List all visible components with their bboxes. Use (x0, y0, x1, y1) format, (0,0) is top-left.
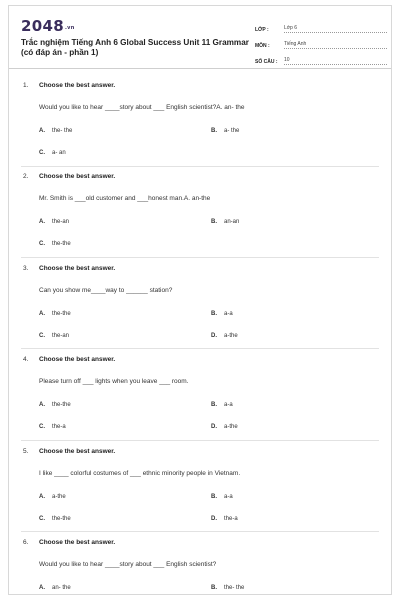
question-instruction: Choose the best answer. (39, 265, 116, 272)
question-6 (21, 539, 383, 595)
question-1 (21, 82, 383, 162)
question-instruction: Choose the best answer. (39, 82, 116, 89)
option-a[interactable]: A. the-an (39, 219, 70, 225)
option-b[interactable]: B. a-a (211, 494, 233, 500)
document-title-line2: (có đáp án - phần 1) (21, 48, 99, 57)
meta-subject (255, 35, 387, 49)
question-divider (21, 166, 379, 167)
site-logo[interactable]: $2048^{.vn}$ (21, 17, 75, 35)
question-divider (21, 348, 379, 349)
question-3 (21, 265, 383, 345)
document-meta (255, 19, 387, 67)
meta-subject-label: MÔN : (255, 43, 270, 49)
question-number: 6. (23, 539, 29, 546)
question-number: 1. (23, 82, 29, 89)
question-text: Mr. Smith is ___old customer and ___honest man.A. an-the (39, 195, 211, 202)
option-b[interactable]: B. the- the (211, 585, 245, 591)
option-a[interactable]: A. the-the (39, 311, 71, 317)
option-c[interactable]: C. the-the (39, 516, 71, 522)
meta-class-value: Lớp 6 (284, 25, 387, 33)
meta-subject-value: Tiếng Anh (284, 41, 387, 49)
option-d[interactable]: D. a-the (211, 424, 238, 430)
document-header (9, 6, 391, 69)
question-instruction: Choose the best answer. (39, 173, 116, 180)
meta-count (255, 51, 387, 65)
meta-count-value: 10 (284, 57, 387, 65)
option-c[interactable]: C. the-the (39, 241, 71, 247)
document-title-line1: Trắc nghiệm Tiếng Anh 6 Global Success Unit 11 Grammar (21, 38, 249, 47)
question-number: 3. (23, 265, 29, 272)
meta-class (255, 19, 387, 33)
question-instruction: Choose the best answer. (39, 356, 116, 363)
option-b[interactable]: B. a-a (211, 311, 233, 317)
option-c[interactable]: C. a- an (39, 150, 66, 156)
option-c[interactable]: C. the-an (39, 333, 70, 339)
option-d[interactable]: D. a-the (211, 333, 238, 339)
question-4 (21, 356, 383, 436)
question-text: Can you show me____way to ______ station? (39, 287, 173, 294)
question-number: 4. (23, 356, 29, 363)
option-b[interactable]: B. an-an (211, 219, 240, 225)
option-a[interactable]: A. an- the (39, 585, 71, 591)
quiz-page (8, 5, 392, 595)
question-instruction: Choose the best answer. (39, 539, 116, 546)
option-b[interactable]: B. a- the (211, 128, 240, 134)
option-c[interactable]: C. the-a (39, 424, 66, 430)
option-a[interactable]: A. the-the (39, 402, 71, 408)
question-text: Please turn off ___ lights when you leave ___ room. (39, 378, 189, 385)
meta-count-label: SỐ CÂU : (255, 59, 278, 65)
option-a[interactable]: A. the- the (39, 128, 73, 134)
question-number: 2. (23, 173, 29, 180)
option-d[interactable]: D. the-a (211, 516, 238, 522)
question-number: 5. (23, 448, 29, 455)
question-text: Would you like to hear ____story about ___ English scientist? (39, 561, 217, 568)
document-title (21, 38, 249, 58)
question-divider (21, 257, 379, 258)
question-text: Would you like to hear ____story about ___ English scientist?A. an- the (39, 104, 245, 111)
question-text: I like ____ colorful costumes of ___ ethnic minority people in Vietnam. (39, 470, 241, 477)
question-divider (21, 531, 379, 532)
meta-class-label: LỚP : (255, 27, 269, 33)
question-instruction: Choose the best answer. (39, 448, 116, 455)
question-5 (21, 448, 383, 528)
question-divider (21, 440, 379, 441)
option-a[interactable]: A. a-the (39, 494, 66, 500)
option-b[interactable]: B. a-a (211, 402, 233, 408)
question-2 (21, 173, 383, 253)
